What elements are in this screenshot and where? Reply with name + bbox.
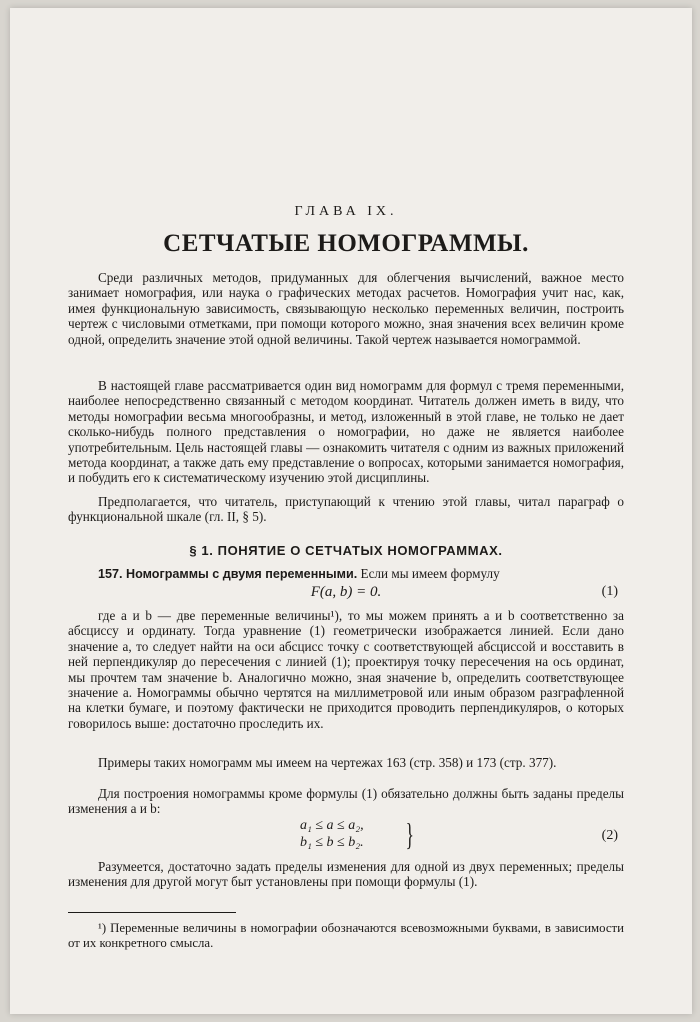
subsection-title: 157. Номограммы с двумя переменными. <box>98 567 358 581</box>
book-page <box>10 8 692 1014</box>
subsection-paragraph <box>68 566 624 582</box>
body-paragraph-3: Для построения номограммы кроме формулы (1) обязательно должны быть заданы пределы изменения a и b: <box>68 786 624 817</box>
intro-paragraph-1: Среди различных методов, придуманных для облегчения вычислений, важное место занимает номография, или наука о графических методах расчетов. Номография учит нас, как, имея функциональную зависимость, связывающую несколько переменных величин, построить чертеж с числовыми отметками, при помощи которого можно, зная значения всех величин кроме одной, определить значение этой одной величины. Такой чертеж называется номограммой. <box>68 270 624 347</box>
formula-2-number: (2) <box>601 828 618 843</box>
body-paragraph-4: Разумеется, достаточно задать пределы изменения для одной из двух переменных; пределы изменения для другой могут быт установлены при помощи формулы (1). <box>68 859 624 890</box>
body-paragraph-2: Примеры таких номограмм мы имеем на чертежах 163 (стр. 358) и 173 (стр. 377). <box>98 755 557 770</box>
chapter-title: СЕТЧАТЫЕ НОМОГРАММЫ. <box>163 230 529 257</box>
chapter-label: ГЛАВА IX. <box>294 204 398 219</box>
intro-paragraph-3: Предполагается, что читатель, приступающий к чтению этой главы, читал параграф о функциональной шкале (гл. II, § 5). <box>68 494 624 525</box>
formula-2-brace: } <box>405 816 414 852</box>
footnote: ¹) Переменные величины в номографии обозначаются всевозможными буквами, в зависимости от их конкретного смысла. <box>68 921 624 950</box>
body-paragraph-1: где a и b — две переменные величины¹), то мы можем принять a и b соответственно за абсциссу и ординату. Тогда уравнение (1) геометрически изображается линией. Если дано значение a, то следует найти на оси абсцисс точку с соответствующей абсциссой и восставить в ней перпендикуляр до пересечения с линией (1); проектируя точку пересечения на ось ординат, мы прочтем там значение b. Аналогично можно, зная значение b, определить соответствующее значение a. Номограммы обычно чертятся на миллиметровой или иным образом разграфленной на клетки бумаге, и поэтому фактически не приходится проводить перпендикуляров, о которых говорилось выше: достаточно проследить их. <box>68 608 624 731</box>
footnote-rule <box>68 912 236 913</box>
subsection-lead: Если мы имеем формулу <box>360 566 500 581</box>
formula-2-line-2: b₁ ≤ b ≤ b₂. <box>300 835 364 850</box>
formula-2-line-1: a₁ ≤ a ≤ a₂, <box>300 818 364 833</box>
formula-1-expression: F(a, b) = 0. <box>310 584 382 600</box>
section-heading: § 1. ПОНЯТИЕ О СЕТЧАТЫХ НОМОГРАММАХ. <box>189 543 503 558</box>
intro-paragraph-2: В настоящей главе рассматривается один вид номограмм для формул с тремя переменными, наиболее непосредственно связанный с методом координат. Читатель должен иметь в виду, что методы номографии весьма многообразны, и метод, изложенный в этой главе, не только не дает сколько-нибудь полного представления о номографии, но даже не является наиболее употребительным. Цель настоящей главы — ознакомить читателя с одним из важных приложений метода координат, а также дать ему представление о вопросах, которыми занимается номография, и побудить его к систематическому изучению этой дисциплины. <box>68 378 624 486</box>
formula-1-number: (1) <box>601 584 618 599</box>
